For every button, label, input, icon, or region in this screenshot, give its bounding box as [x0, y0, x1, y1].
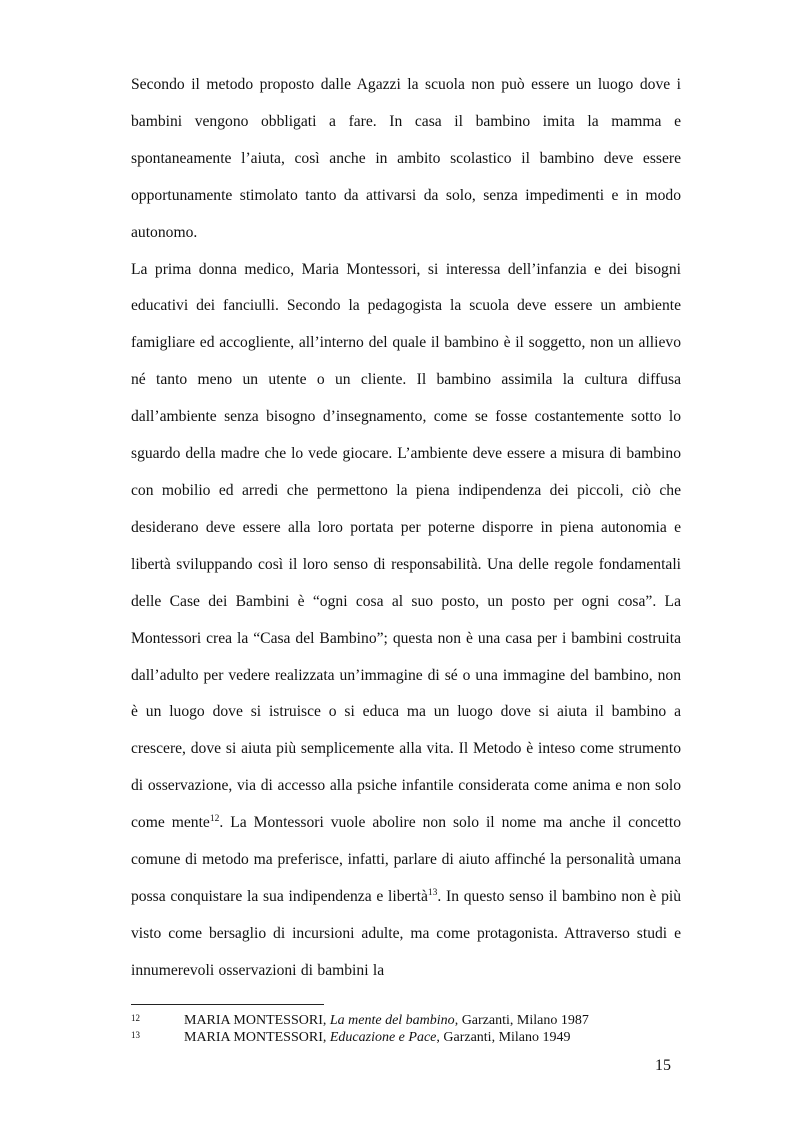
footnote-number: 12: [131, 1013, 140, 1023]
footnotes: [131, 1012, 691, 1046]
page-number: 15: [655, 1057, 671, 1074]
footnote-ref-13: 13: [427, 887, 438, 898]
paragraph-montessori-part1: La prima donna medico, Maria Montessori, si interessa dell’infanzia e dei bisogni educativi dei fanciulli. Secondo la pedagogista la scuola deve essere un ambiente famigliare ed accogliente, all’interno del quale il bambino è il soggetto, non un allievo né tanto meno un utente o un cliente. Il bambino assimila la cultura diffusa dall’ambiente senza bisogno d’insegnamento, come se fosse costantemente sotto lo sguardo della madre che lo vede giocare. L’ambiente deve essere a misura di bambino con mobilio ed arredi che permettono la piena indipendenza dei piccoli, ciò che desiderano deve essere alla loro portata per poterne disporre in piena autonomia e libertà sviluppando così il loro senso di responsabilità. Una delle regole fondamentali delle Case dei Bambini è “ogni cosa al suo posto, un posto per ogni cosa”. La Montessori crea la “Casa del Bambino”; questa non è una casa per i bambini costruita dall’adulto per vedere realizzata un’immagine di sé o una immagine del bambino, non è un luogo dove si istruisce o si educa ma un luogo dove si aiuta il bambino a crescere, dove si aiuta più semplicemente alla vita. Il Metodo è inteso come strumento di osservazione, via di accesso alla psiche infantile considerata come anima e non solo come mente: [131, 260, 681, 832]
paragraph-montessori: [131, 252, 681, 990]
footnote-number: 13: [131, 1030, 140, 1040]
paragraph-montessori-part2: . La Montessori vuole abolire non solo il nome ma anche il concetto comune di metodo ma preferisce, infatti, parlare di aiuto affinché la personalità umana possa conquistare la sua indipendenza e libertà: [131, 814, 681, 905]
footnote-12: [131, 1012, 691, 1029]
footnote-publisher: , Garzanti, Milano 1987: [454, 1013, 589, 1028]
footnote-separator: [131, 1004, 324, 1005]
footnote-ref-12: 12: [209, 814, 220, 825]
footnote-author: MARIA MONTESSORI,: [184, 1030, 327, 1045]
footnote-13: [131, 1029, 691, 1046]
footnote-author: MARIA MONTESSORI,: [184, 1013, 327, 1028]
footnote-publisher: , Garzanti, Milano 1949: [436, 1030, 571, 1045]
footnote-title: Educazione e Pace: [329, 1030, 437, 1045]
footnote-title: La mente del bambino: [329, 1013, 455, 1028]
paragraph-agazzi: [131, 67, 681, 252]
paragraph-montessori-part3: . In questo senso il bambino non è più visto come bersaglio di incursioni adulte, ma come protagonista. Attraverso studi e innumerevoli osservazioni di bambini la: [131, 887, 681, 979]
body-text: [131, 67, 681, 990]
paragraph-agazzi-text: Secondo il metodo proposto dalle Agazzi la scuola non può essere un luogo dove i bambini vengono obbligati a fare. In casa il bambino imita la mamma e spontaneamente l’aiuta, così anche in ambito scolastico il bambino deve essere opportunamente stimolato tanto da attivarsi da solo, senza impedimenti e in modo autonomo.: [131, 76, 681, 241]
